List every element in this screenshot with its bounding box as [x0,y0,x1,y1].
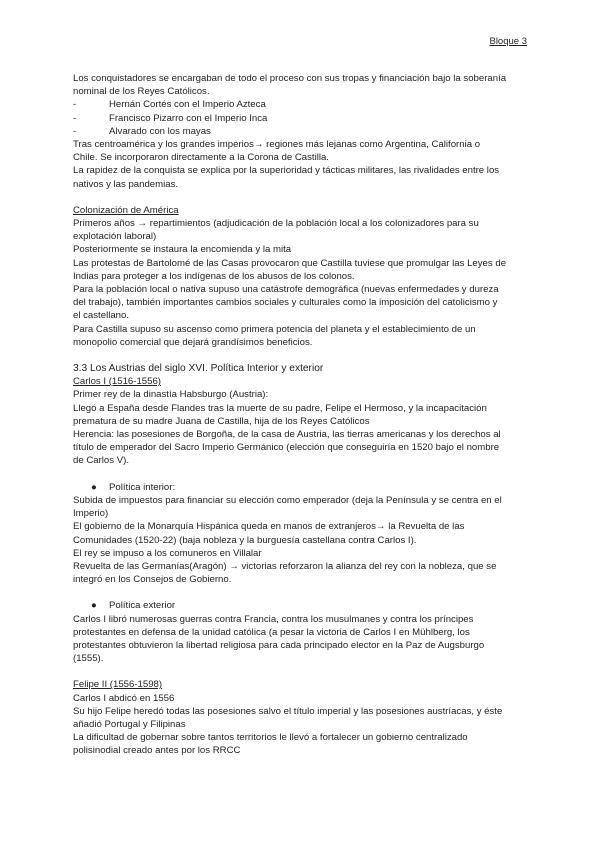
paragraph-line: Subida de impuestos para financiar su elección como emperador (deja la Península y se centra en el [73,494,502,506]
dash-list-item [73,125,533,138]
paragraph-line: El rey se impuso a los comuneros en Villalar [73,547,262,559]
paragraph-line: El gobierno de la Monarquía Hispánica queda en manos de extranjeros→ la Revuelta de las [73,521,465,533]
spacer [73,468,533,481]
spacer [73,665,533,678]
paragraph-line: La rapidez de la conquista se explica por la superioridad y tácticas militares, las rivalidades entre los [73,165,500,177]
dash-icon: - [73,99,77,111]
bullet-item-politica-interior [73,481,533,494]
paragraph-line: de Carlos V). [73,455,129,467]
paragraph-line: Posteriormente se instaura la encomienda y la mita [73,244,292,256]
paragraph-line: (1555). [73,653,104,665]
paragraph-line: título de emperador del Sacro Imperio Germánico (elección que conseguiría en 1520 bajo el nombre [73,442,500,454]
section-heading-austrias: 3.3 Los Austrias del siglo XVI. Política Interior y exterior [73,363,324,375]
paragraph-line: el castellano. [73,310,129,322]
paragraph-line: Para Castilla supuso su ascenso como primera potencia del planeta y el establecimiento de un [73,323,476,335]
paragraph-line: nativos y las pandemias. [73,178,179,190]
paragraph-line: Para la población local o nativa supuso una catástrofe demográfica (nuevas enfermedades y dureza [73,284,499,296]
dash-icon: - [73,125,77,137]
paragraph-line: explotación laboral) [73,231,157,243]
paragraph-line: Llegó a España desde Flandes tras la muerte de su padre, Felipe el Hermoso, y la incapacitación [73,402,487,414]
spacer [73,191,533,204]
paragraph-line: Las protestas de Bartolomé de las Casas provocaron que Castilla tuviese que promulgar las Leyes de [73,257,507,269]
paragraph-line: añadió Portugal y Filipinas [73,718,186,730]
paragraph-line: Primeros años → repartimientos (adjudicación de la población local a los colonizadores para su [73,218,479,230]
subheading-felipe: Felipe II (1556-1598) [73,679,163,691]
paragraph-line: Revuelta de las Germanías(Aragón) → victorias reforzaron la alianza del rey con la nobleza, que se [73,560,497,572]
paragraph-line: Los conquistadores se encargaban de todo el proceso con sus tropas y financiación bajo la soberanía [73,73,507,84]
dash-list-text: Alvarado con los mayas [109,125,211,137]
bullet-text: Política exterior [109,600,176,612]
document-body [73,72,533,758]
paragraph-line: Comunidades (1520-22) (baja nobleza y la burguesía castellana contra Carlos I). [73,534,417,546]
paragraph-line: Tras centroamérica y los grandes imperios→ regiones más lejanas como Argentina, California o [73,139,481,151]
paragraph-line: protestantes obtuvieron la libertad religiosa para cada principado elector en la Paz de Augsburgo [73,639,485,651]
paragraph-line: Carlos I abdicó en 1556 [73,692,175,704]
bullet-item-politica-exterior [73,599,533,612]
paragraph-line: Primer rey de la dinastía Habsburgo (Austria): [73,389,269,401]
dash-list-item [73,112,533,125]
dash-list-text: Hernán Cortés con el Imperio Azteca [109,99,266,111]
paragraph-line: del trabajo), también importantes cambios sociales y culturales como la imposición del catolicismo y [73,297,498,309]
paragraph-line: monopolio comercial que dejará grandísimos beneficios. [73,336,313,348]
paragraph-line: Su hijo Felipe heredó todas las posesiones salvo el título imperial y las posesiones austríacas, y éste [73,705,503,717]
paragraph-line: Carlos I libró numerosas guerras contra Francia, contra los musulmanes y contra los príncipes [73,613,474,625]
paragraph-line: prematura de su madre Juana de Castilla, hija de los Reyes Católicos [73,415,370,427]
section-heading-colonizacion: Colonización de América [73,204,179,216]
paragraph-line: Imperio) [73,508,109,520]
spacer [73,349,533,362]
paragraph-line: La dificultad de gobernar sobre tantos territorios le llevó a fortalecer un gobierno centralizado [73,732,468,744]
dash-list-item [73,98,533,111]
dash-icon: - [73,112,77,124]
paragraph-line: Indias para proteger a los indígenas de los abusos de los colonos. [73,270,355,282]
paragraph-line: Chile. Se incorporaron directamente a la Corona de Castilla. [73,152,329,164]
paragraph-line: nominal de los Reyes Católicos. [73,86,210,98]
paragraph-line: Herencia: las posesiones de Borgoña, de la casa de Austria, las tierras americanas y los derechos al [73,429,501,441]
header-label: Bloque 3 [489,36,527,47]
paragraph-line: integró en los Consejos de Gobierno. [73,574,232,586]
bullet-icon: ● [91,600,97,612]
bullet-text: Política interior: [109,481,176,493]
spacer [73,586,533,599]
paragraph-line: protestantes en defensa de la unidad católica (a pesar la victoria de Carlos I en Mühlberg, los [73,626,470,638]
dash-list-text: Francisco Pizarro con el Imperio Inca [109,112,268,124]
bullet-icon: ● [91,481,97,493]
paragraph-line: polisinodial creado antes por los RRCC [73,745,241,757]
subheading-carlos: Carlos I (1516-1556) [73,376,161,388]
